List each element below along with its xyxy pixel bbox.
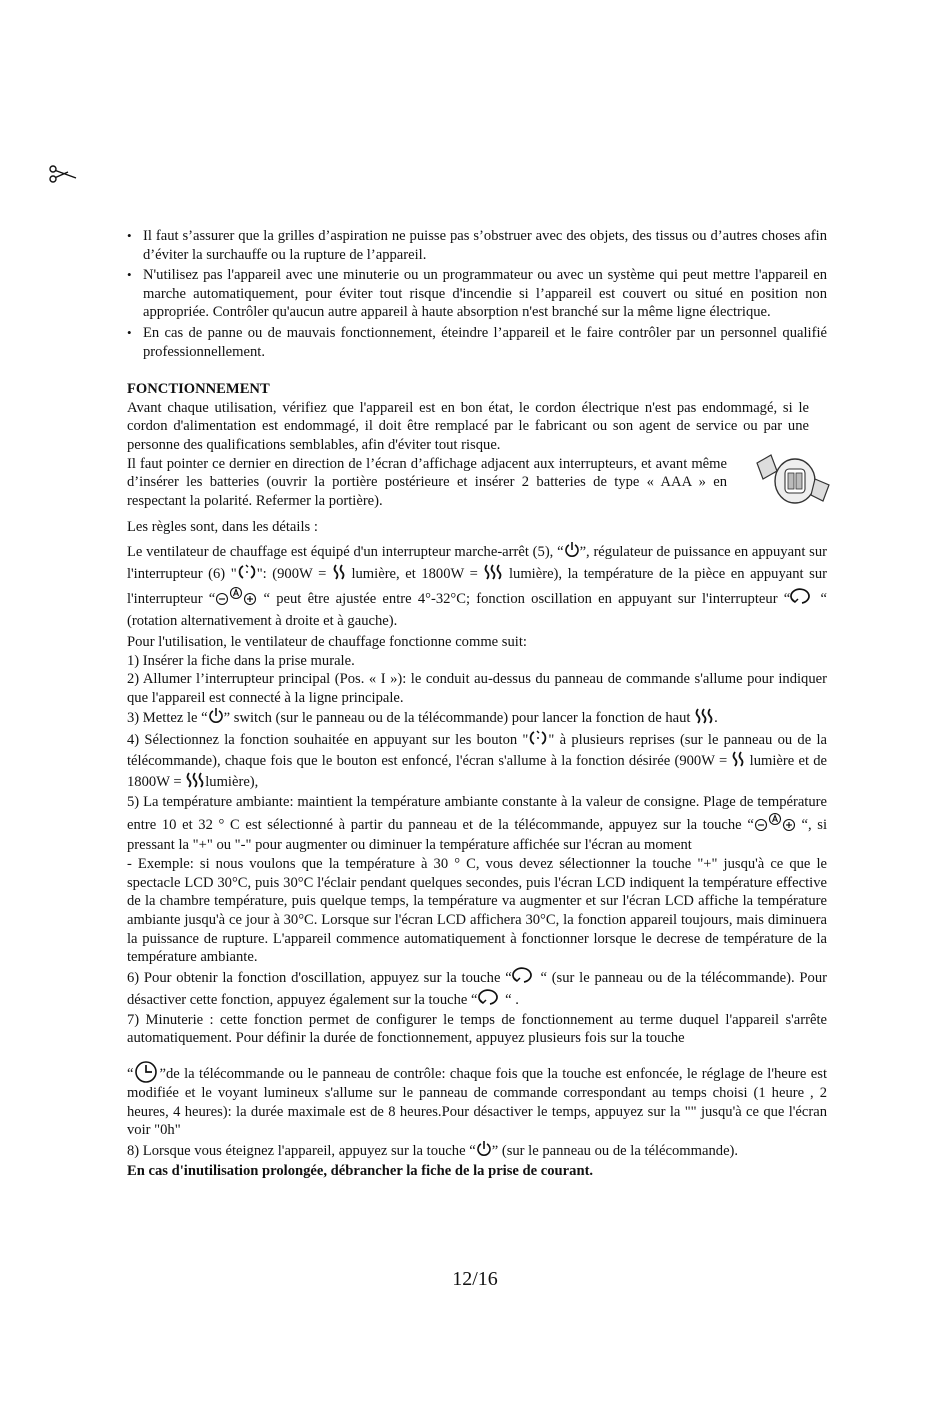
high-heat-icon [694,707,714,725]
step-1: 1) Insérer la fiche dans la prise murale. [127,652,355,669]
rules-title: Les règles sont, dans les détails : [127,519,318,536]
oscillation-icon [512,967,536,985]
high-heat-icon [185,771,205,789]
low-heat-icon [332,563,346,581]
high-heat-icon [483,563,503,581]
heat-mode-icon [237,563,257,581]
intro-paragraph: Avant chaque utilisation, vérifiez que l'appareil est en bon état, le cordon électrique n'est pas endommagé, si le cordon d'alimentation est endommagé, il doit être remplacé par le fabricant ou son agent de service ou par une personne des qualifications semblables, afin d'éviter tout risque. [127,399,809,453]
document-body [127,227,827,1180]
low-heat-icon [731,750,745,768]
temperature-minus-icon [754,818,768,832]
power-icon [476,1140,492,1158]
remote-control-image [755,447,833,507]
unplug-warning: En cas d'inutilisation prolongée, débrancher la fiche de la prise de courant. [127,1162,594,1179]
oscillation-icon [478,989,502,1007]
section-heading: FONCTIONNEMENT [127,381,270,398]
heat-mode-icon [528,729,548,747]
temperature-auto-icon [229,586,243,600]
safety-item: • Il faut s’assurer que la grilles d’aspiration ne puisse pas s’obstruer avec des objets, des tissus ou d’autres choses afin d’éviter la surchauffe ou la rupture de l’appareil. [143,227,827,264]
scissors-icon [48,163,78,185]
example-paragraph: - Exemple: si nous voulons que la température à 30 ° C, vous devez sélectionner la touche "+" jusqu'à ce que le spectacle LCD 30°C, puis 30°C l'éclair pendant quelques secondes, puis l'écran LCD indiquent la température effective de la chambre température, puis quelque temps, la température va augmenter et sur l'écran LCD affiche la température ambiante jusqu'à ce jour à 30°C. Lorsque sur l'écran LCD affichera 30°C, la fonction appareil toujours, mais diminuera la puissance de rupture. L'appareil commence automatiquement à fonctionner lorsque le decrese de température de la température ambiante. [127,856,827,966]
oscillation-icon [790,588,814,606]
temperature-auto-icon [768,812,782,826]
temperature-plus-icon [782,818,796,832]
safety-item: • En cas de panne ou de mauvais fonctionnement, éteindre l’appareil et le faire contrôler par un personnel qualifié professionnellement. [143,324,827,361]
step-7: 7) Minuterie : cette fonction permet de configurer le temps de fonctionnement au terme duquel l'appareil s'arrête automatiquement. Pour définir la durée de fonctionnement, appuyez plusieurs fois sur la touche “ ”de la télécommande ou le panneau de contrôle: chaque fois que la touche est enfoncée, le réglage de l'heure est modifiée et le voyant lumineux s'allume sur le panneau de commande correspondant au temps choisi (1 heure , 2 heures, 4 heures): la durée maximale est de 8 heures.Pour désactiver le temps, appuyez sur la "" jusqu'à ce que l'écran voir "0h" [127,1011,827,1139]
temperature-plus-icon [243,592,257,606]
step-2: 2) Allumer l’interrupteur principal (Pos. « I »): le conduit au-dessus du panneau de commande s'allume pour indiquer que l'appareil est connecté à la ligne principale. [127,671,827,706]
step-4: 4) Sélectionnez la fonction souhaitée en appuyant sur les bouton " " à plusieurs reprises (sur le panneau ou de la télécommande), chaque fois que le bouton est enfoncé, l'écran s'allume à la fonction désirée (900W = lumière et de 1800W = lumière), [127,729,827,792]
temperature-minus-icon [215,592,229,606]
controls-description: Le ventilateur de chauffage est équipé d'un interrupteur marche-arrêt (5), “ ”, régulateur de puissance en appuyant sur l'interrupteur (6) " ": (900W = lumière, et 1800W = lumière), la température de la pièce en appuyant sur l'interrupteur “ “ peut être ajustée entre 4°-32°C; fonction oscillation en appuyant sur l'interrupteur “ “ (rotation alternativement à droite et à gauche). [127,541,827,633]
usage-title: Pour l'utilisation, le ventilateur de chauffage fonctionne comme suit: [127,633,527,650]
page-number: 12/16 [452,1268,498,1290]
step-5: 5) La température ambiante: maintient la température ambiante constante à la valeur de consigne. Plage de température entre 10 et 32 ° C est sélectionné à partir du panneau et de la télécommande, appuyez sur la touche “ “, si pressant la "+" ou "-" pour augmenter ou diminuer la température affichée sur l'écran au moment [127,794,827,854]
safety-list [127,227,827,361]
power-icon [208,707,224,725]
remote-paragraph: Il faut pointer ce dernier en direction de l’écran d’affichage adjacent aux interrupteurs, et avant même d’insérer les batteries (ouvrir la portière postérieure et insérer 2 batteries de type « AAA » en respectant la polarité. Refermer la portière). [127,455,727,509]
step-3: 3) Mettez le “ ” switch (sur le panneau ou de la télécommande) pour lancer la fonction de haut . [127,707,827,729]
safety-item: • N'utilisez pas l'appareil avec une minuterie ou un programmateur ou avec un système qui peut mettre l'appareil en marche automatiquement, pour éviter tout risque d'incendie si l’appareil est couvert ou situé en position non appropriée. Contrôler qu'aucun autre appareil à haute absorption n'est branché sur la même ligne électrique. [143,266,827,322]
power-icon [564,541,580,559]
step-6: 6) Pour obtenir la fonction d'oscillation, appuyez sur la touche “ “ (sur le panneau ou de la télécommande). Pour désactiver cette fonction, appuyez également sur la touche “ “ . [127,967,827,1011]
timer-icon [133,1060,159,1084]
step-8: 8) Lorsque vous éteignez l'appareil, appuyez sur la touche “ ” (sur le panneau ou de la télécommande). [127,1140,827,1162]
